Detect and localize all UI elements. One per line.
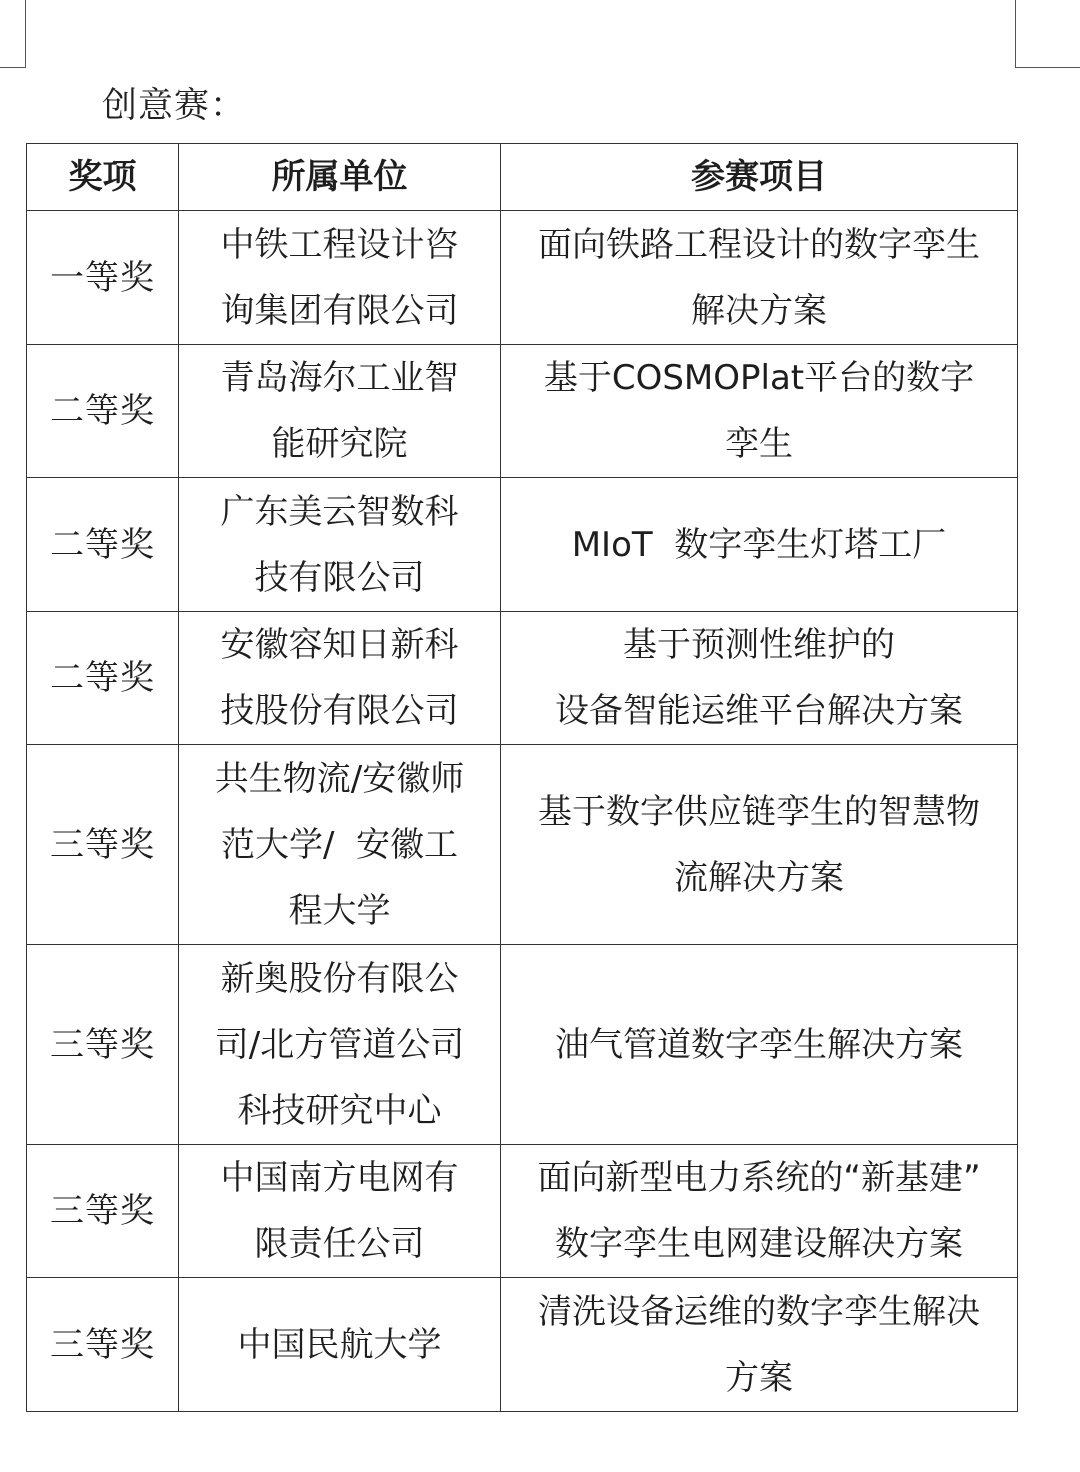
unit-cell — [179, 1145, 501, 1278]
section-title: 创意赛： — [102, 86, 247, 126]
page-corner-mark-top-left — [0, 0, 26, 68]
project-line: 方案 — [725, 1357, 793, 1398]
project-line: 数字孪生电网建设解决方案 — [555, 1224, 963, 1264]
project-cell — [501, 478, 1018, 612]
unit-line: 青岛海尔工业智 — [220, 358, 459, 398]
project-cell — [501, 1145, 1018, 1278]
unit-line: 司/北方管道公司 — [214, 1024, 465, 1065]
table-row — [27, 345, 1018, 478]
unit-line: 共生物流/安徽师 — [214, 758, 465, 799]
unit-cell — [179, 612, 501, 745]
table-row — [27, 1278, 1018, 1412]
table-row — [27, 945, 1018, 1145]
project-line: 面向新型电力系统的“新基建” — [537, 1158, 981, 1198]
unit-line: 范大学/ 安徽工 — [220, 824, 459, 865]
project-cell — [501, 345, 1018, 478]
project-cell — [501, 211, 1018, 345]
project-line: 孪生 — [725, 424, 793, 464]
unit-line: 技有限公司 — [254, 557, 425, 598]
page-corner-mark-top-right — [1015, 0, 1080, 68]
table-row — [27, 745, 1018, 945]
prize-cell: 三等奖 — [27, 1145, 179, 1278]
project-line: 基于预测性维护的 — [623, 625, 895, 665]
table-row — [27, 478, 1018, 612]
project-line: 流解决方案 — [674, 857, 844, 898]
unit-line: 中国南方电网有 — [220, 1158, 459, 1198]
unit-line: 中国民航大学 — [237, 1324, 442, 1365]
unit-line: 安徽容知日新科 — [220, 625, 459, 665]
project-line: 解决方案 — [691, 290, 827, 331]
unit-cell — [179, 478, 501, 612]
unit-line: 新奥股份有限公 — [220, 958, 459, 999]
project-cell — [501, 612, 1018, 745]
project-line: 面向铁路工程设计的数字孪生 — [538, 224, 980, 265]
unit-line: 限责任公司 — [254, 1224, 425, 1264]
unit-line: 科技研究中心 — [237, 1090, 442, 1131]
awards-table — [26, 143, 1018, 1412]
table-row — [27, 1145, 1018, 1278]
project-cell — [501, 945, 1018, 1145]
project-line: 基于COSMOPlat平台的数字 — [543, 358, 975, 398]
prize-cell: 三等奖 — [27, 945, 179, 1145]
prize-cell: 三等奖 — [27, 1278, 179, 1412]
unit-line: 技股份有限公司 — [220, 691, 459, 731]
project-line: 基于数字供应链孪生的智慧物 — [538, 791, 980, 832]
unit-cell — [179, 211, 501, 345]
project-line: 清洗设备运维的数字孪生解决 — [538, 1291, 980, 1332]
project-line: 油气管道数字孪生解决方案 — [555, 1024, 963, 1065]
header-project: 参赛项目 — [501, 144, 1018, 211]
unit-line: 能研究院 — [271, 424, 408, 464]
prize-cell: 二等奖 — [27, 345, 179, 478]
project-line: 设备智能运维平台解决方案 — [555, 691, 963, 731]
unit-line: 中铁工程设计咨 — [220, 224, 459, 265]
unit-cell — [179, 745, 501, 945]
prize-cell: 二等奖 — [27, 478, 179, 612]
unit-cell — [179, 345, 501, 478]
unit-line: 程大学 — [288, 890, 391, 931]
unit-line: 广东美云智数科 — [220, 491, 459, 532]
table-row — [27, 612, 1018, 745]
project-line: MIoT 数字孪生灯塔工厂 — [571, 524, 947, 565]
table-row — [27, 211, 1018, 345]
unit-cell — [179, 1278, 501, 1412]
project-cell — [501, 745, 1018, 945]
unit-cell — [179, 945, 501, 1145]
prize-cell: 三等奖 — [27, 745, 179, 945]
header-unit: 所属单位 — [179, 144, 501, 211]
prize-cell: 二等奖 — [27, 612, 179, 745]
project-cell — [501, 1278, 1018, 1412]
table-header-row — [27, 144, 1018, 211]
header-prize: 奖项 — [27, 144, 179, 211]
unit-line: 询集团有限公司 — [220, 290, 459, 331]
prize-cell: 一等奖 — [27, 211, 179, 345]
